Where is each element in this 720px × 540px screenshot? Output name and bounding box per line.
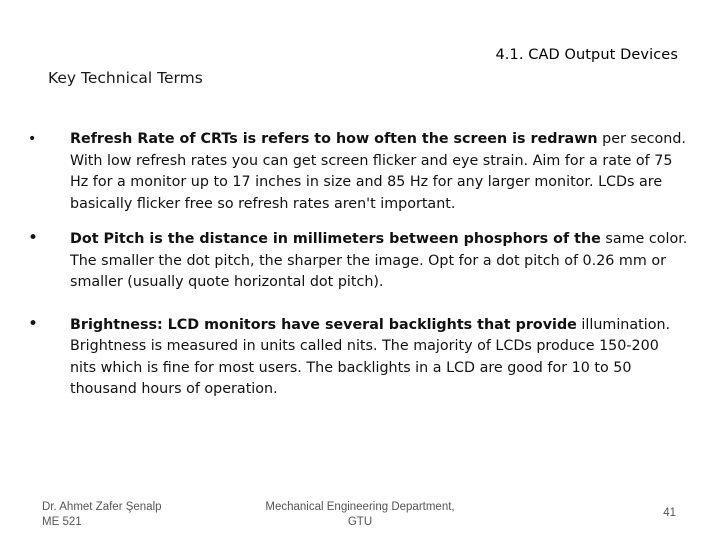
bullet-marker: • [28,131,37,147]
bullet-brightness [28,315,688,401]
bullet-dot-pitch [28,229,688,294]
footer-institution: GTU [347,516,373,528]
bullet-refresh-rate [28,129,688,215]
bullet-lead-text: Brightness: LCD monitors have several backlights that provide [70,316,577,333]
footer-department [255,500,465,530]
bullet-text [70,317,670,398]
bullet-marker: • [28,313,39,334]
bullet-marker: • [28,228,39,248]
footer-course-code: ME 521 [42,516,82,528]
footer-author-name: Dr. Ahmet Zafer Şenalp [42,501,162,513]
bullet-list [28,129,688,401]
section-title: Key Technical Terms [48,69,203,87]
bullet-text [70,131,686,212]
bullet-lead-text: Refresh Rate of CRTs is refers to how often the screen is redrawn [70,131,598,147]
bullet-body-text: illumination. Brightness is measured in units called nits. The majority of LCDs produce 150-200 nits which is fine for most users. The backlights in a LCD are good for 10 to 50 thousand hours of operation. [70,316,671,397]
bullet-lead-text: Dot Pitch is the distance in millimeters between phosphors of the [70,231,601,247]
footer-department-name: Mechanical Engineering Department, [265,501,455,513]
page-number: 41 [663,507,676,519]
footer-author [42,500,162,530]
slide-header-title: 4.1. CAD Output Devices [495,47,678,63]
bullet-body-text: per second. With low refresh rates you can get screen flicker and eye strain. Aim for a rate of 75 Hz for a monitor up to 17 inches in size and 85 Hz for any larger monitor. LCDs are basically flicker free so refresh rates aren't important. [70,131,686,212]
bullet-body-text: same color. The smaller the dot pitch, the sharper the image. Opt for a dot pitch of 0.26 mm or smaller (usually quote horizontal dot pitch). [70,231,688,290]
bullet-text [70,231,687,290]
